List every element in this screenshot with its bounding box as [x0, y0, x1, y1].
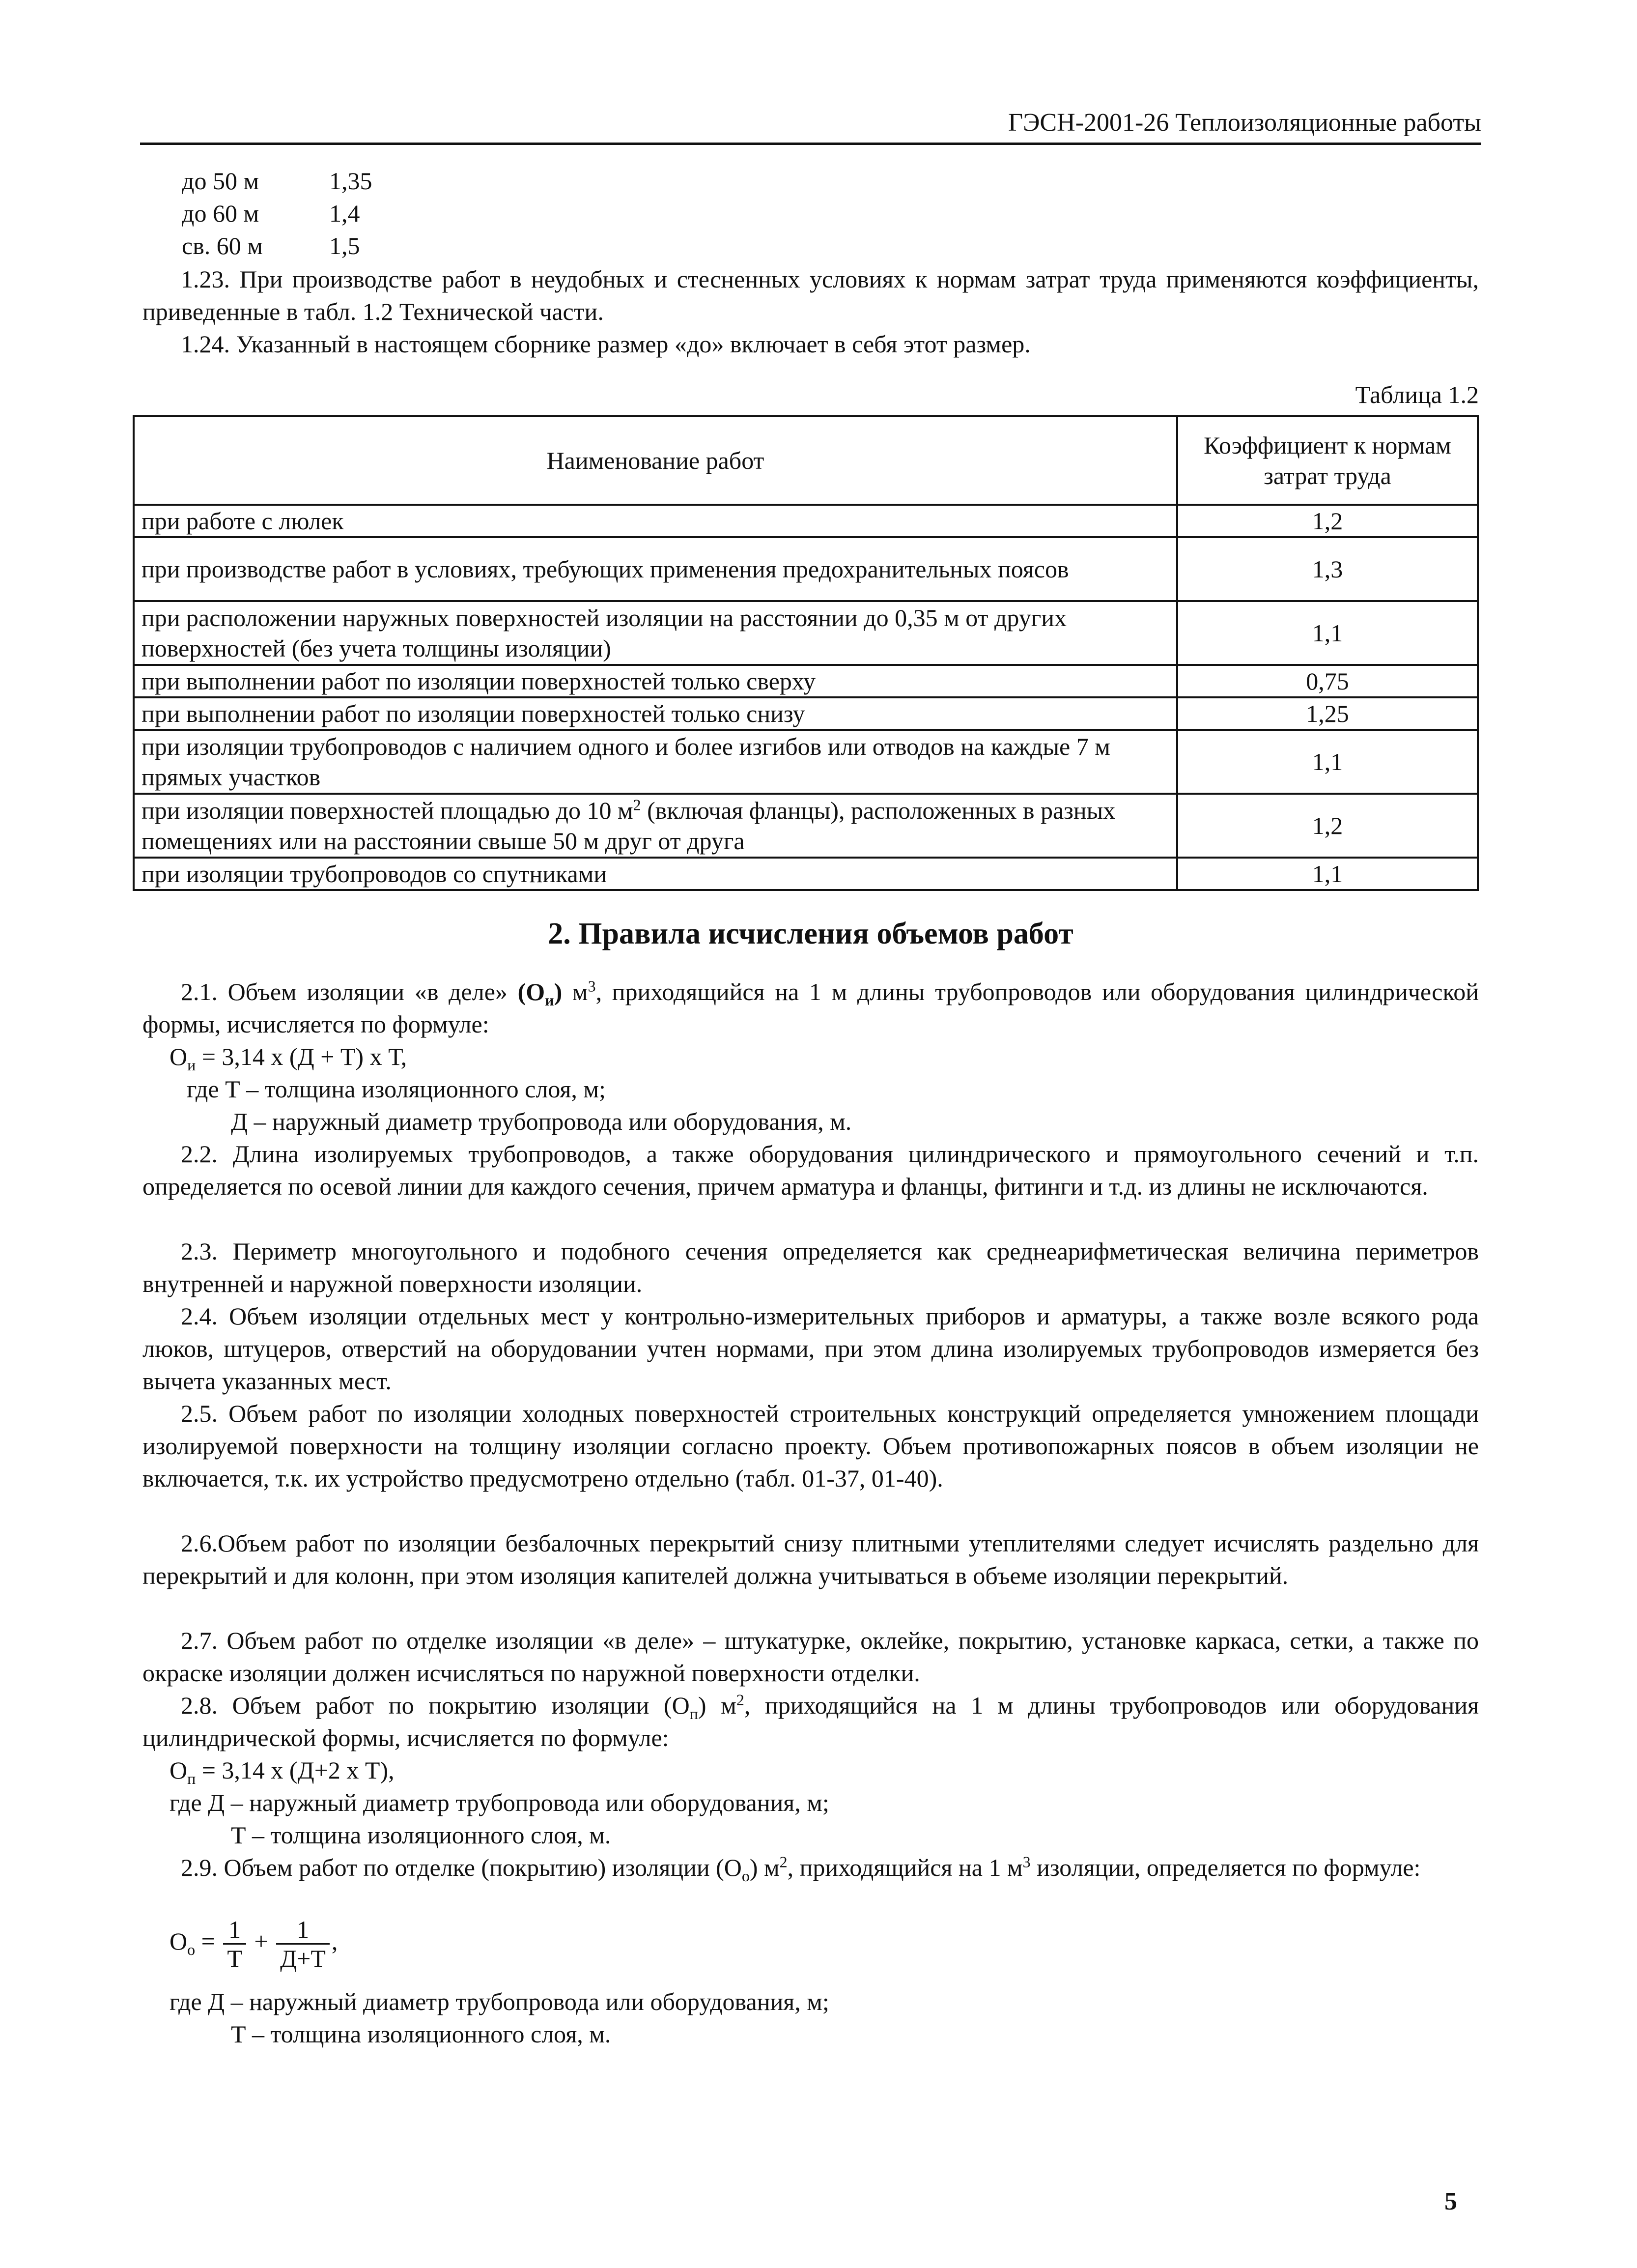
formula-2-9: [169, 1912, 338, 1972]
work-name: при выполнении работ по изоляции поверхностей только сверху: [134, 665, 1177, 697]
subscript: и: [187, 1056, 196, 1074]
paragraph-1-23: 1.23. При производстве работ в неудобных и стесненных условиях к нормам затрат труда применяются коэффициенты, приведенные в табл. 1.2 Технической части.: [142, 265, 1479, 325]
column-header-name: Наименование работ: [134, 416, 1177, 505]
formula-2-8: [169, 1754, 395, 1786]
formula-legend: Д – наружный диаметр трубопровода или оборудования, м.: [231, 1108, 852, 1135]
table-row: [134, 858, 1478, 890]
size-label: до 60 м: [182, 200, 259, 227]
fraction: [223, 1916, 246, 1972]
table-header-row: [134, 416, 1478, 505]
size-label: до 50 м: [182, 167, 259, 195]
size-value: 1,5: [329, 232, 360, 259]
paragraph-2-2: 2.2. Длина изолируемых трубопроводов, а также оборудования цилиндрического и прямоугольного сечений и т.п. определяется по осевой линии для каждого сечения, причем арматура и фланцы, фитинги и т.д. из длины не исключаются.: [142, 1140, 1479, 1200]
fraction: [276, 1916, 330, 1972]
subscript: и: [545, 991, 554, 1009]
formula-legend: Т – толщина изоляционного слоя, м.: [231, 2020, 611, 2048]
text-run: = 3,14 x (Д + Т) x Т,: [196, 1043, 407, 1070]
coefficient-value: 1,3: [1177, 537, 1478, 601]
text-run: (О: [517, 978, 545, 1005]
superscript: 2: [779, 1853, 788, 1871]
table-row: [134, 601, 1478, 665]
text-run: ) м: [698, 1692, 736, 1719]
formula-legend: где Т – толщина изоляционного слоя, м;: [187, 1075, 606, 1103]
work-name: при изоляции трубопроводов с наличием одного и более изгибов или отводов на каждые 7 м прямых участков: [134, 730, 1177, 794]
fraction-denominator: Т: [227, 1945, 242, 1973]
size-label: св. 60 м: [182, 232, 263, 259]
page-number: 5: [1444, 2187, 1457, 2215]
formula-legend: Т – толщина изоляционного слоя, м.: [231, 1821, 611, 1849]
paragraph-2-4: 2.4. Объем изоляции отдельных мест у контрольно-измерительных приборов и арматуры, а также возле всякого рода люков, штуцеров, отверстий на оборудовании учтен нормами, при этом длина изолируемых трубопроводов измеряется без вычета указанных мест.: [142, 1302, 1479, 1395]
text-run: ,: [331, 1927, 338, 1955]
work-name: при изоляции трубопроводов со спутниками: [134, 858, 1177, 890]
paragraph-2-9: [142, 1851, 1479, 1884]
text-run: 2.8. Объем работ по покрытию изоляции (О: [181, 1692, 690, 1719]
table-row: [134, 505, 1478, 537]
text-run: 2.1. Объем изоляции «в деле»: [181, 978, 518, 1005]
text-run: О: [169, 1927, 188, 1955]
list-item: [182, 230, 372, 262]
table-row: [134, 665, 1478, 697]
table-row: [134, 730, 1478, 794]
text-run: , приходящийся на 1 м: [787, 1854, 1023, 1881]
coefficient-value: 1,1: [1177, 730, 1478, 794]
subscript: п: [187, 1770, 196, 1787]
paragraph-2-1: [142, 976, 1479, 1040]
table-caption: Таблица 1.2: [1355, 381, 1479, 408]
fraction-denominator: Д+Т: [280, 1945, 326, 1973]
work-name-part: при изоляции поверхностей площадью до 10 м: [141, 797, 633, 824]
work-name-part: (включая фланцы), расположенных в разных помещениях или на расстоянии свыше 50 м друг от друга: [141, 797, 1116, 855]
coefficient-value: 1,1: [1177, 601, 1478, 665]
superscript: 3: [1022, 1853, 1031, 1871]
text-run: =: [195, 1927, 215, 1955]
work-name: [134, 794, 1177, 858]
formula-legend: где Д – наружный диаметр трубопровода или оборудования, м;: [169, 1988, 829, 2015]
size-coefficient-list: [182, 165, 372, 262]
text-run: О: [169, 1043, 188, 1070]
size-value: 1,35: [329, 167, 372, 195]
paragraph-2-7: 2.7. Объем работ по отделке изоляции «в деле» – штукатурке, оклейке, покрытию, установке каркаса, сетки, а также по окраске изоляции должен исчисляться по наружной поверхности отделки.: [142, 1627, 1479, 1687]
running-header: ГЭСН-2001-26 Теплоизоляционные работы: [140, 107, 1481, 145]
text-run: О: [169, 1756, 188, 1784]
paragraph-2-8: [142, 1689, 1479, 1754]
paragraph-1-24: 1.24. Указанный в настоящем сборнике размер «до» включает в себя этот размер.: [181, 330, 1031, 358]
size-value: 1,4: [329, 200, 360, 227]
text-run: ): [554, 978, 563, 1005]
coefficient-value: 0,75: [1177, 665, 1478, 697]
coefficient-value: 1,1: [1177, 858, 1478, 890]
superscript: 2: [736, 1691, 744, 1709]
paragraph-2-6: 2.6.Объем работ по изоляции безбалочных перекрытий снизу плитными утеплителями следует исчислять раздельно для перекрытий и для колонн, при этом изоляция капителей должна учитываться в объеме изоляции перекрытий.: [142, 1529, 1479, 1589]
column-header-coefficient: Коэффициент к нормам затрат труда: [1177, 416, 1478, 505]
section-title: 2. Правила исчисления объемов работ: [548, 917, 1073, 950]
text-run: изоляции, определяется по формуле:: [1030, 1854, 1421, 1881]
formula-legend: где Д – наружный диаметр трубопровода или оборудования, м;: [169, 1789, 829, 1816]
text-run: , приходящийся на 1 м длины трубопроводов или оборудования цилиндрической формы, исчисляется по формуле:: [142, 1692, 1479, 1751]
work-name: при производстве работ в условиях, требующих применения предохранительных поясов: [134, 537, 1177, 601]
text-run: м: [562, 978, 588, 1005]
superscript: 2: [633, 796, 641, 814]
subscript: п: [689, 1705, 698, 1723]
coefficient-value: 1,2: [1177, 794, 1478, 858]
fraction-numerator: 1: [276, 1916, 330, 1945]
subscript: о: [187, 1941, 196, 1958]
work-name: при выполнении работ по изоляции поверхностей только снизу: [134, 697, 1177, 730]
text-run: = 3,14 x (Д+2 x Т),: [196, 1756, 395, 1784]
work-name: при работе с люлек: [134, 505, 1177, 537]
list-item: [182, 197, 372, 230]
coefficient-value: 1,25: [1177, 697, 1478, 730]
text-run: , приходящийся на 1 м длины трубопроводов или оборудования цилиндрической формы, исчисляется по формуле:: [142, 978, 1479, 1038]
list-item: [182, 165, 372, 197]
coefficient-value: 1,2: [1177, 505, 1478, 537]
superscript: 3: [588, 977, 596, 995]
table-row: [134, 697, 1478, 730]
table-row: [134, 537, 1478, 601]
table-row: [134, 794, 1478, 858]
text-run: 2.9. Объем работ по отделке (покрытию) изоляции (О: [181, 1854, 742, 1881]
paragraph-2-3: 2.3. Периметр многоугольного и подобного сечения определяется как среднеарифметическая величина периметров внутренней и наружной поверхности изоляции.: [142, 1237, 1479, 1297]
coefficient-table: [133, 415, 1479, 891]
work-name: при расположении наружных поверхностей изоляции на расстоянии до 0,35 м от других поверхностей (без учета толщины изоляции): [134, 601, 1177, 665]
subscript: о: [741, 1867, 750, 1885]
formula-2-1: [169, 1040, 407, 1073]
text-run: ) м: [749, 1854, 780, 1881]
paragraph-2-5: 2.5. Объем работ по изоляции холодных поверхностей строительных конструкций определяется умножением площади изолируемой поверхности на толщину изоляции согласно проекту. Объем противопожарных поясов в объем изоляции не включается, т.к. их устройство предусмотрено отдельно (табл. 01-37, 01-40).: [142, 1400, 1479, 1492]
text-run: +: [254, 1927, 268, 1955]
fraction-numerator: 1: [223, 1916, 246, 1945]
